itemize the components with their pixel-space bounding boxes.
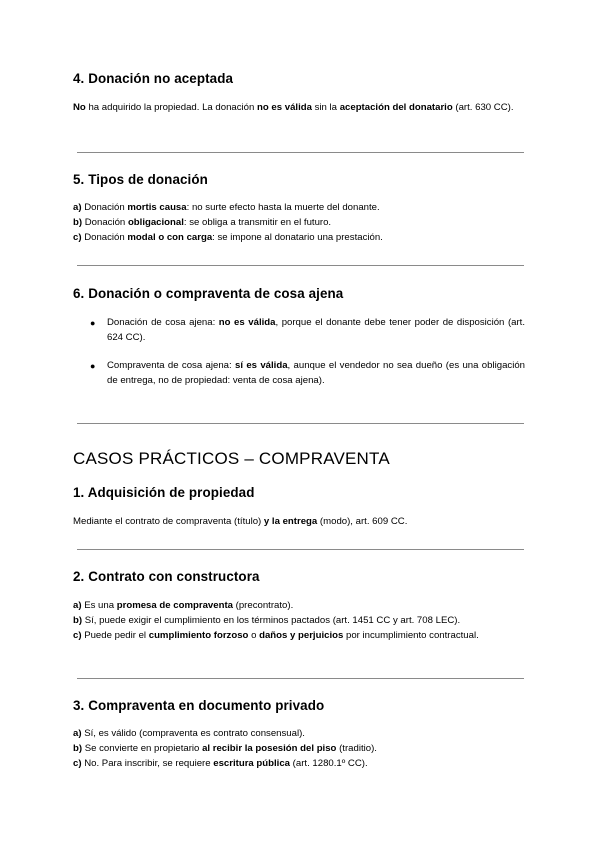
main-heading: CASOS PRÁCTICOS – COMPRAVENTA [73, 449, 390, 468]
divider [77, 265, 524, 266]
bullet-icon: ● [90, 318, 96, 328]
section-5-item-b: b) Donación obligacional: se obliga a transmitir en el futuro. [73, 217, 332, 228]
section-6-heading: 6. Donación o compraventa de cosa ajena [73, 286, 344, 301]
divider [77, 152, 524, 153]
case-3-item-c: c) No. Para inscribir, se requiere escritura pública (art. 1280.1º CC). [73, 758, 368, 769]
case-1-paragraph: Mediante el contrato de compraventa (título) y la entrega (modo), art. 609 CC. [73, 516, 408, 527]
case-2-item-a: a) Es una promesa de compraventa (precontrato). [73, 600, 294, 611]
section-5-item-c: c) Donación modal o con carga: se impone al donatario una prestación. [73, 232, 383, 243]
divider [77, 549, 524, 550]
section-5-heading: 5. Tipos de donación [73, 172, 208, 187]
case-3-item-a: a) Sí, es válido (compraventa es contrato consensual). [73, 728, 305, 739]
case-1-heading: 1. Adquisición de propiedad [73, 485, 255, 500]
case-3-heading: 3. Compraventa en documento privado [73, 698, 325, 713]
case-2-item-b: b) Sí, puede exigir el cumplimiento en los términos pactados (art. 1451 CC y art. 708 LEC). [73, 615, 461, 626]
section-6-item-2: Compraventa de cosa ajena: sí es válida, aunque el vendedor no sea dueño (es una obligación de entrega, no de propiedad: venta de cosa ajena). [107, 360, 526, 387]
case-2-heading: 2. Contrato con constructora [73, 569, 260, 584]
section-5-item-a: a) Donación mortis causa: no surte efecto hasta la muerte del donante. [73, 202, 380, 213]
divider [77, 678, 524, 679]
bullet-icon: ● [90, 361, 96, 371]
case-3-item-b: b) Se convierte en propietario al recibir la posesión del piso (traditio). [73, 743, 377, 754]
divider [77, 423, 524, 424]
section-6-item-1: Donación de cosa ajena: no es válida, porque el donante debe tener poder de disposición (art. 624 CC). [107, 317, 525, 344]
section-4-heading: 4. Donación no aceptada [73, 71, 234, 86]
case-2-item-c: c) Puede pedir el cumplimiento forzoso o daños y perjuicios por incumplimiento contractual. [73, 630, 479, 641]
section-4-paragraph: No ha adquirido la propiedad. La donación no es válida sin la aceptación del donatario (art. 630 CC). [73, 102, 514, 113]
